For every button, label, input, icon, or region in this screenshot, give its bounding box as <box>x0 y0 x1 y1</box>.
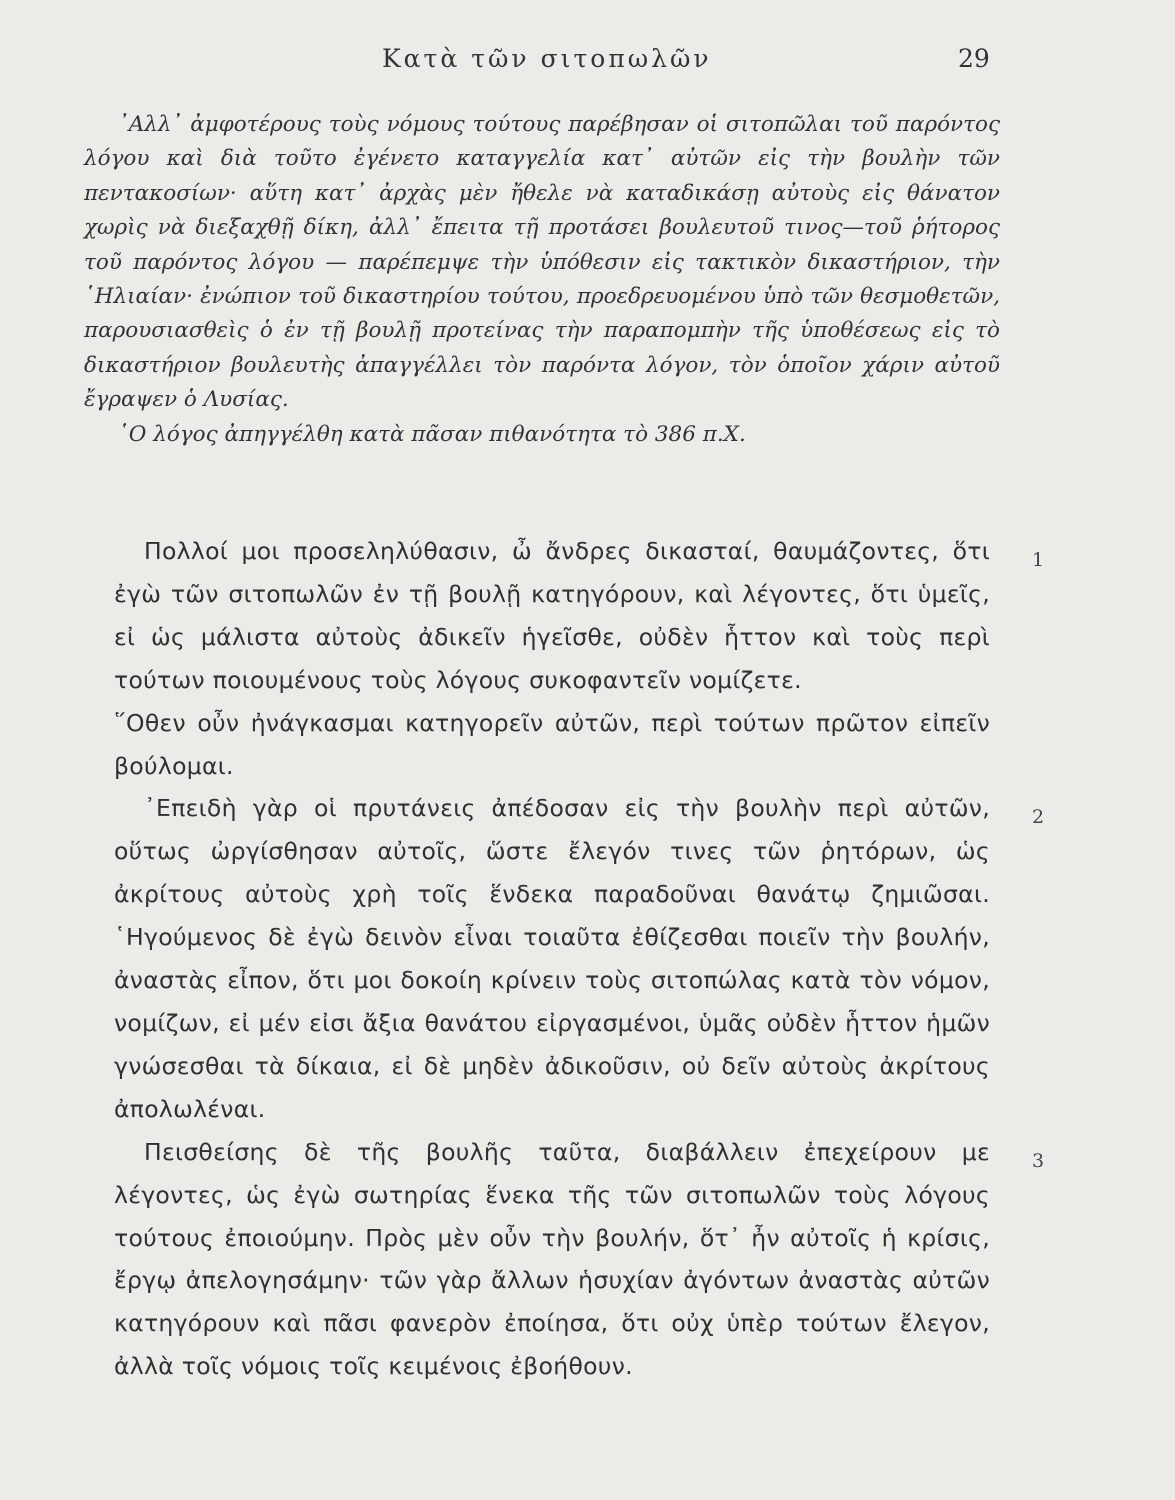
section-2-paragraph <box>114 787 1045 1130</box>
running-head <box>0 44 1175 84</box>
section-1-continuation: ῞Οθεν οὖν ἠνάγκασμαι κατηγορεῖν αὐτῶν, περὶ τούτων πρῶτον εἰπεῖν βούλομαι. <box>114 708 990 780</box>
introduction <box>84 108 1000 452</box>
section-number-3: 3 <box>1032 1149 1045 1172</box>
section-2-text: ᾿Επειδὴ γὰρ οἱ πρυτάνεις ἀπέδοσαν εἰς τὴν βουλὴν περὶ αὐτῶν, οὕτως ὠργίσθησαν αὐτοῖς, ὥστε ἔλεγόν τινες τῶν ῥητόρων, ὡς ἀκρίτους αὐτοὺς χρὴ τοῖς ἕνδεκα παραδοῦναι θανάτῳ ζημιῶσαι. ῾Ηγούμενος δὲ ἐγὼ δεινὸν εἶναι τοιαῦτα ἐθίζεσθαι ποιεῖν τὴν βουλήν, ἀναστὰς εἶπον, ὅτι μοι δοκοίη κρίνειν τοὺς σιτοπώλας κατὰ τὸν νόμον, νομίζων, εἰ μέν εἰσι ἄξια θανάτου εἰργασμένοι, ὑμᾶς οὐδὲν ἧττον ἡμῶν γνώσεσθαι τὰ δίκαια, εἰ δὲ μηδὲν ἀδικοῦσιν, οὐ δεῖν αὐτοὺς ἀκρίτους ἀπολωλέναι. <box>114 794 990 1123</box>
section-3-text: Πεισθείσης δὲ τῆς βουλῆς ταῦτα, διαβάλλειν ἐπεχείρουν με λέγοντες, ὡς ἐγὼ σωτηρίας ἕνεκα τῆς τῶν σιτοπωλῶν τοὺς λόγους τούτους ἐποιούμην. Πρὸς μὲν οὖν τὴν βουλήν, ὅτ᾿ ἦν αὐτοῖς ἡ κρίσις, ἔργῳ ἀπελογησάμην· τῶν γὰρ ἄλλων ἡσυχίαν ἀγόντων ἀναστὰς αὐτῶν κατηγόρουν καὶ πᾶσι φανερὸν ἐποίησα, ὅτι οὐχ ὑπὲρ τούτων ἔλεγον, ἀλλὰ τοῖς νόμοις τοῖς κειμένοις ἐβοήθουν. <box>114 1137 990 1381</box>
intro-paragraph: ᾿Αλλ᾿ ἀμφοτέρους τοὺς νόμους τούτους παρέβησαν οἱ σιτοπῶλαι τοῦ παρόντος λόγου καὶ διὰ τοῦτο ἐγένετο καταγγελία κατ᾿ αὐτῶν εἰς τὴν βουλὴν τῶν πεντακοσίων· αὕτη κατ᾿ ἀρχὰς μὲν ἤθελε νὰ καταδικάσῃ αὐτοὺς εἰς θάνατον χωρὶς νὰ διεξαχθῇ δίκη, ἀλλ᾿ ἔπειτα τῇ προτάσει βουλευτοῦ τινος—τοῦ ῥήτορος τοῦ παρόντος λόγου — παρέπεμψε τὴν ὑπόθεσιν εἰς τακτικὸν δικαστήριον, τὴν ῾Ηλιαίαν· ἐνώπιον τοῦ δικαστηρίου τούτου, προεδρευομένου ὑπὸ τῶν θεσμοθετῶν, παρουσιασθεὶς ὁ ἐν τῇ βουλῇ προτείνας τὴν παραπομπὴν τῆς ὑποθέσεως εἰς τὸ δικαστήριον βουλευτὴς ἀπαγγέλλει τὸν παρόντα λόγον, τὸν ὁποῖον χάριν αὐτοῦ ἔγραψεν ὁ Λυσίας. <box>84 112 1000 413</box>
section-number-1: 1 <box>1032 549 1045 571</box>
section-1-paragraph <box>114 530 1045 702</box>
speech-text <box>114 530 1045 1388</box>
running-title: Κατὰ τῶν σιτοπωλῶν <box>382 44 712 73</box>
intro-date-note: ῾Ο λόγος ἀπηγγέλθη κατὰ πᾶσαν πιθανότητα τὸ 386 π.Χ. <box>118 421 746 447</box>
page-number: 29 <box>958 44 990 73</box>
section-number-2: 2 <box>1032 806 1045 829</box>
section-3-paragraph <box>114 1131 1045 1388</box>
section-1-text: Πολλοί μοι προσεληλύθασιν, ὦ ἄνδρες δικασταί, θαυμάζοντες, ὅτι ἐγὼ τῶν σιτοπωλῶν ἐν τῇ βουλῇ κατηγόρουν, καὶ λέγοντες, ὅτι ὑμεῖς, εἰ ὡς μάλιστα αὐτοὺς ἀδικεῖν ἡγεῖσθε, οὐδὲν ἧττον καὶ τοὺς περὶ τούτων ποιουμένους τοὺς λόγους συκοφαντεῖν νομίζετε. <box>114 537 990 694</box>
